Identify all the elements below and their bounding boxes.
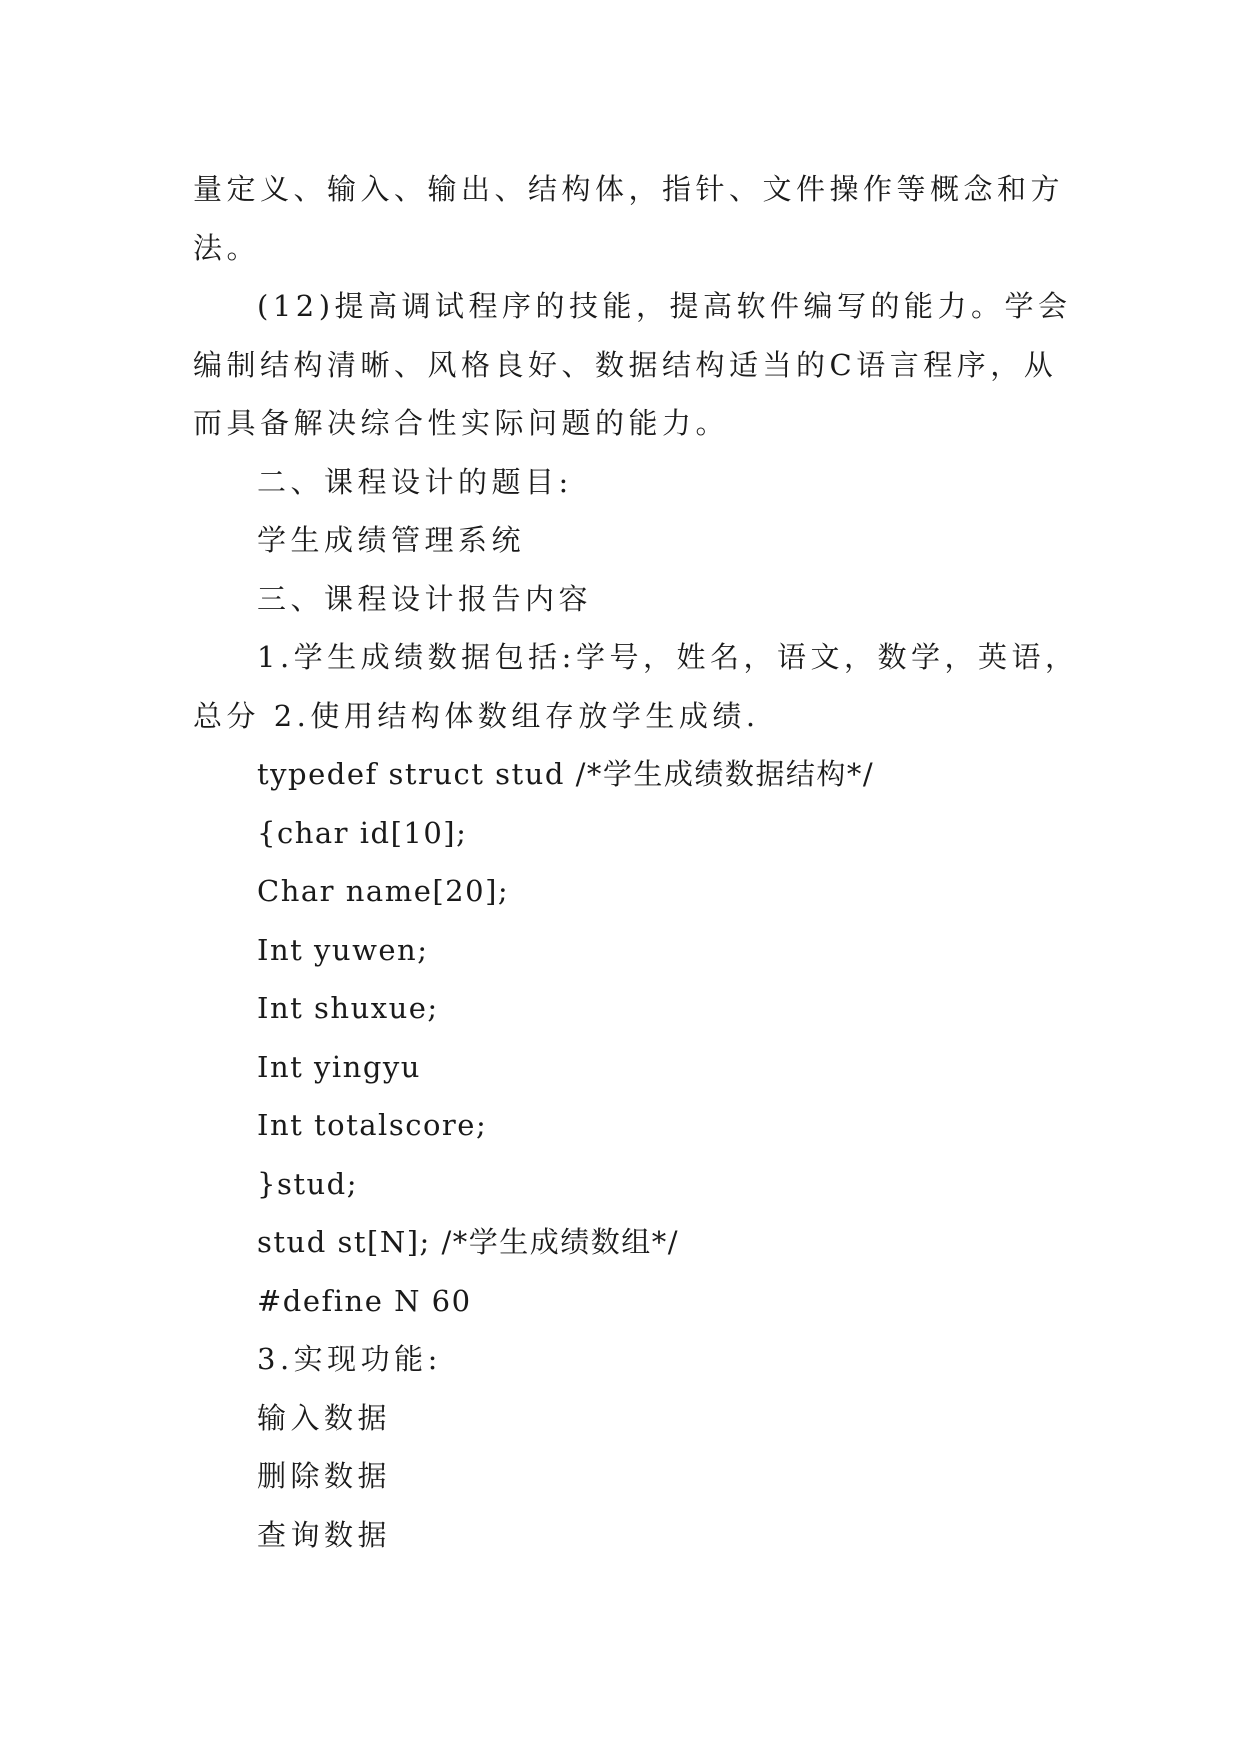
- text-line: 而具备解决综合性实际问题的能力。: [193, 406, 730, 440]
- text-line: 编制结构清晰、风格良好、数据结构适当的C语言程序，从: [193, 347, 1058, 382]
- text-line: 量定义、输入、输出、结构体，指针、文件操作等概念和方: [193, 172, 1065, 206]
- code-line: Int totalscore;: [257, 1108, 488, 1142]
- code-line: {char id[10];: [257, 815, 468, 850]
- code-line: typedef struct stud /*学生成绩数据结构*/: [257, 757, 875, 791]
- code-line: Char name[20];: [257, 874, 510, 908]
- list-item: 查询数据: [257, 1517, 392, 1552]
- code-line: }stud;: [257, 1166, 358, 1201]
- code-line: Int yuwen;: [257, 932, 429, 967]
- text-line: 学生成绩管理系统: [257, 523, 526, 557]
- text-line: 总分 2.使用结构体数组存放学生成绩.: [193, 698, 760, 733]
- document-body: [193, 160, 1079, 1564]
- code-line: Int yingyu: [257, 1049, 421, 1084]
- list-item: 输入数据: [257, 1400, 392, 1435]
- text-line: 法。: [193, 230, 261, 265]
- text-line: 1.学生成绩数据包括:学号，姓名，语文，数学，英语，: [257, 640, 1079, 674]
- text-line: (12)提高调试程序的技能，提高软件编写的能力。学会: [257, 289, 1072, 323]
- code-line: #define N 60: [257, 1283, 472, 1318]
- section-heading: 三、课程设计报告内容: [257, 581, 593, 616]
- code-line: stud st[N]; /*学生成绩数组*/: [257, 1225, 680, 1259]
- code-line: Int shuxue;: [257, 991, 439, 1025]
- list-item: 删除数据: [257, 1459, 392, 1493]
- text-line: 3.实现功能:: [257, 1342, 442, 1376]
- section-heading: 二、课程设计的题目:: [257, 464, 573, 499]
